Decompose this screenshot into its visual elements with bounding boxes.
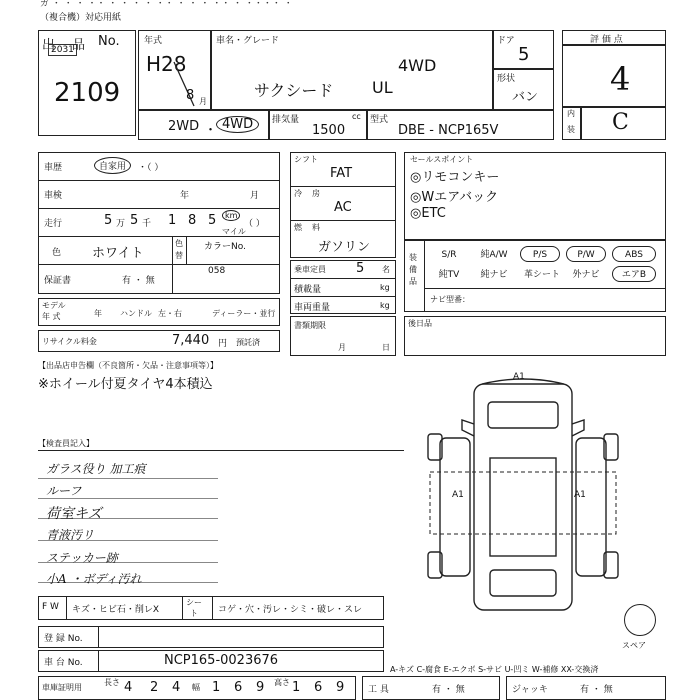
- mileage-u2: 千: [142, 219, 152, 229]
- equip-label: 装備品: [409, 253, 417, 286]
- model-year-label-2: 年 式: [42, 312, 61, 321]
- mileage-d2: 5: [130, 213, 139, 228]
- cert-h-3: 9: [336, 680, 345, 695]
- warranty-label: 保証書: [44, 276, 72, 286]
- tools-label: 工 具: [368, 685, 389, 695]
- model-year-year: 年: [94, 309, 102, 318]
- car-diagram: [410, 376, 636, 616]
- shift-value: FAT: [330, 166, 353, 181]
- sales-label: セールスポイント: [410, 155, 474, 164]
- spare-tire-icon: [624, 604, 656, 636]
- history-value: 自家用: [94, 157, 131, 174]
- model-label: 型式: [370, 115, 389, 125]
- shift-label: シフト: [294, 155, 318, 164]
- fuel-value: ガソリン: [318, 240, 371, 255]
- shape: バン: [512, 90, 539, 105]
- capacity-value: 5: [356, 261, 365, 276]
- capacity-label: 乗車定員: [294, 265, 326, 274]
- load-label: 積載量: [294, 285, 322, 295]
- handle-value: 左・右: [158, 309, 182, 318]
- interior-label-1: 内: [567, 109, 575, 118]
- mileage-d1: 5: [104, 213, 113, 228]
- recycle-unit: 円: [218, 339, 228, 349]
- mileage-km: km: [222, 210, 240, 221]
- notes-label: 【出品店申告欄（不良箇所・欠品・注意事項等）】: [38, 361, 218, 370]
- mileage-u1: 万: [116, 219, 126, 229]
- mark-left: A1: [452, 490, 464, 500]
- jack-label: ジャッキ: [512, 685, 548, 695]
- cert-l-3: 4: [172, 680, 181, 695]
- disp-label: 排気量: [272, 115, 300, 125]
- chassis-value: NCP165-0023676: [164, 653, 279, 668]
- color-code: 058: [208, 266, 226, 276]
- history-label: 車歴: [44, 163, 63, 173]
- cert-label: 車庫証明用: [42, 683, 82, 692]
- seat-text: コゲ・穴・汚レ・シミ・破レ・スレ: [218, 605, 363, 615]
- ac-value: AC: [334, 200, 352, 215]
- overall-score: 4: [610, 60, 631, 98]
- mileage-d4: 8: [188, 213, 197, 228]
- inspector-line-6: 小A ・ボディ汚れ: [46, 572, 142, 586]
- fuel-label-1: 燃: [294, 223, 302, 232]
- equip-navi: 純ナビ: [480, 270, 508, 280]
- sales-point-1: ◎リモコンキー: [410, 170, 500, 185]
- lot-label-no: No.: [98, 34, 120, 49]
- disp-unit: cc: [352, 112, 361, 121]
- color-code-label: カラーNo.: [204, 242, 246, 252]
- inspector-line-3: 荷室キズ: [46, 506, 102, 522]
- month-unit: 月: [199, 97, 207, 106]
- lot-number: 2109: [54, 78, 121, 108]
- jack-value: 有 ・ 無: [580, 685, 613, 695]
- inspection-year: 年: [180, 191, 190, 201]
- mileage-d3: 1: [168, 213, 177, 228]
- equip-airbag: エアB: [612, 266, 656, 282]
- drive-2wd: 2WD: [168, 119, 200, 134]
- defect-legend: A-キズ C-腐食 E-エクボ S-サビ U-凹ミ W-補修 XX-交換済: [390, 665, 599, 674]
- interior-score: C: [612, 110, 629, 135]
- dealer-value: ディーラー・並行: [212, 309, 276, 318]
- weight-unit: kg: [380, 301, 390, 310]
- cert-w-2: 6: [234, 680, 243, 695]
- handle-label: ハンドル: [120, 309, 152, 318]
- door-label: ドア: [497, 36, 515, 46]
- notes-text: ※ホイール付夏タイヤ4本積込: [38, 377, 213, 392]
- mileage-label: 走行: [44, 219, 63, 229]
- equip-leather: 革シート: [523, 270, 560, 280]
- fw-label: F W: [42, 602, 59, 612]
- vehicle-grade: UL: [372, 78, 393, 97]
- mileage-paren: （ ）: [244, 219, 265, 229]
- sales-point-2: ◎Wエアバック: [410, 190, 499, 205]
- equip-aw: 純A/W: [480, 250, 508, 260]
- equip-sr: S/R: [441, 250, 457, 260]
- lot-label-left: 出: [42, 38, 56, 53]
- inspection-month: 月: [250, 191, 260, 201]
- drive-dot: ・: [204, 123, 218, 138]
- displacement: 1500: [312, 123, 346, 138]
- doors: 5: [518, 44, 530, 65]
- nav-label: ナビ型番：: [430, 295, 470, 304]
- cert-l-2: 2: [150, 680, 159, 695]
- recycle-label: リサイクル料金: [42, 337, 97, 346]
- cert-h-1: 1: [292, 680, 301, 695]
- interior-label-2: 装: [567, 125, 575, 134]
- new-label: 後日品: [408, 319, 432, 328]
- lot-code: 2031: [48, 44, 77, 56]
- ac-label-1: 冷: [294, 189, 302, 198]
- recycle-amount: 7,440: [172, 333, 210, 348]
- doc-label: 書類期限: [294, 321, 326, 330]
- mark-right: A1: [574, 490, 586, 500]
- color-change-2: 替: [175, 251, 183, 260]
- registration-label: 登 録 No.: [44, 634, 83, 644]
- era-year: H28: [146, 52, 187, 76]
- cert-h-label: 高さ: [274, 678, 290, 687]
- ac-label-2: 房: [312, 189, 320, 198]
- equip-ext-navi: 外ナビ: [572, 270, 600, 280]
- mileage-mile: マイル: [222, 227, 246, 236]
- model-code: DBE - NCP165V: [398, 123, 499, 138]
- vehicle-name: サクシード: [254, 81, 334, 100]
- weight-label: 車両重量: [294, 303, 331, 313]
- score-label: 評 価 点: [590, 35, 623, 45]
- fw-text: キズ・ヒビ石・削レX: [72, 605, 159, 615]
- mileage-d5: 5: [208, 213, 217, 228]
- year-month: 8: [186, 88, 195, 103]
- capacity-unit: 名: [382, 265, 390, 274]
- history-rest: ・（ ）: [138, 163, 164, 173]
- color-change-1: 色: [175, 239, 183, 248]
- inspector-line-1: ガラス役り 加工痕: [46, 462, 146, 476]
- cert-l-label: 長さ: [104, 678, 120, 687]
- warranty-value: 有 ・ 無: [122, 276, 155, 286]
- cert-w-1: 1: [212, 680, 221, 695]
- equip-ps: P/S: [520, 246, 560, 262]
- recycle-note: 預託済: [236, 338, 260, 347]
- drive-top: 4WD: [398, 56, 437, 75]
- registration-row: [38, 626, 384, 648]
- doc-day: 日: [382, 343, 390, 352]
- model-year-label-1: モデル: [42, 301, 66, 310]
- doc-month: 月: [338, 343, 346, 352]
- equip-tv: 純TV: [438, 270, 460, 280]
- load-unit: kg: [380, 283, 390, 292]
- seat-label-2: ト: [190, 609, 198, 618]
- seat-label-1: シー: [186, 598, 202, 607]
- shape-label: 形状: [497, 74, 516, 84]
- cert-l-1: 4: [124, 680, 133, 695]
- chassis-label: 車 台 No.: [44, 658, 83, 668]
- color-label: 色: [52, 248, 62, 258]
- lot-label-right: 品: [72, 38, 86, 53]
- inspector-label: 【検査員記入】: [38, 439, 94, 448]
- name-label: 車名・グレード: [216, 36, 280, 46]
- fuel-label-2: 料: [312, 223, 320, 232]
- year-label: 年式: [144, 36, 163, 46]
- sales-point-3: ◎ETC: [410, 206, 446, 221]
- inspector-line-5: ステッカー跡: [46, 551, 118, 565]
- inspector-line-2: ルーフ: [46, 484, 82, 498]
- drive-4wd: 4WD: [216, 116, 259, 133]
- color-value: ホワイト: [92, 246, 144, 261]
- equip-pw: P/W: [566, 246, 606, 262]
- cert-w-label: 幅: [192, 683, 200, 692]
- tools-value: 有 ・ 無: [432, 685, 465, 695]
- cert-h-2: 6: [314, 680, 323, 695]
- spare-label: スペア: [622, 641, 646, 650]
- cert-w-3: 9: [256, 680, 265, 695]
- inspection-label: 車検: [44, 191, 63, 201]
- form-subtitle: （複合機）対応用紙: [40, 13, 122, 23]
- mark-front: A1: [513, 372, 525, 382]
- header-line: ガ ・ ・ ・ ・・ ・ ・ ・ ・ ・・ ・ ・ ・ ・・ ・ ・・・・ ・: [40, 0, 293, 9]
- inspector-line-4: 青液汚リ: [46, 528, 95, 542]
- new-items-box: [404, 316, 666, 356]
- equip-abs: ABS: [612, 246, 656, 262]
